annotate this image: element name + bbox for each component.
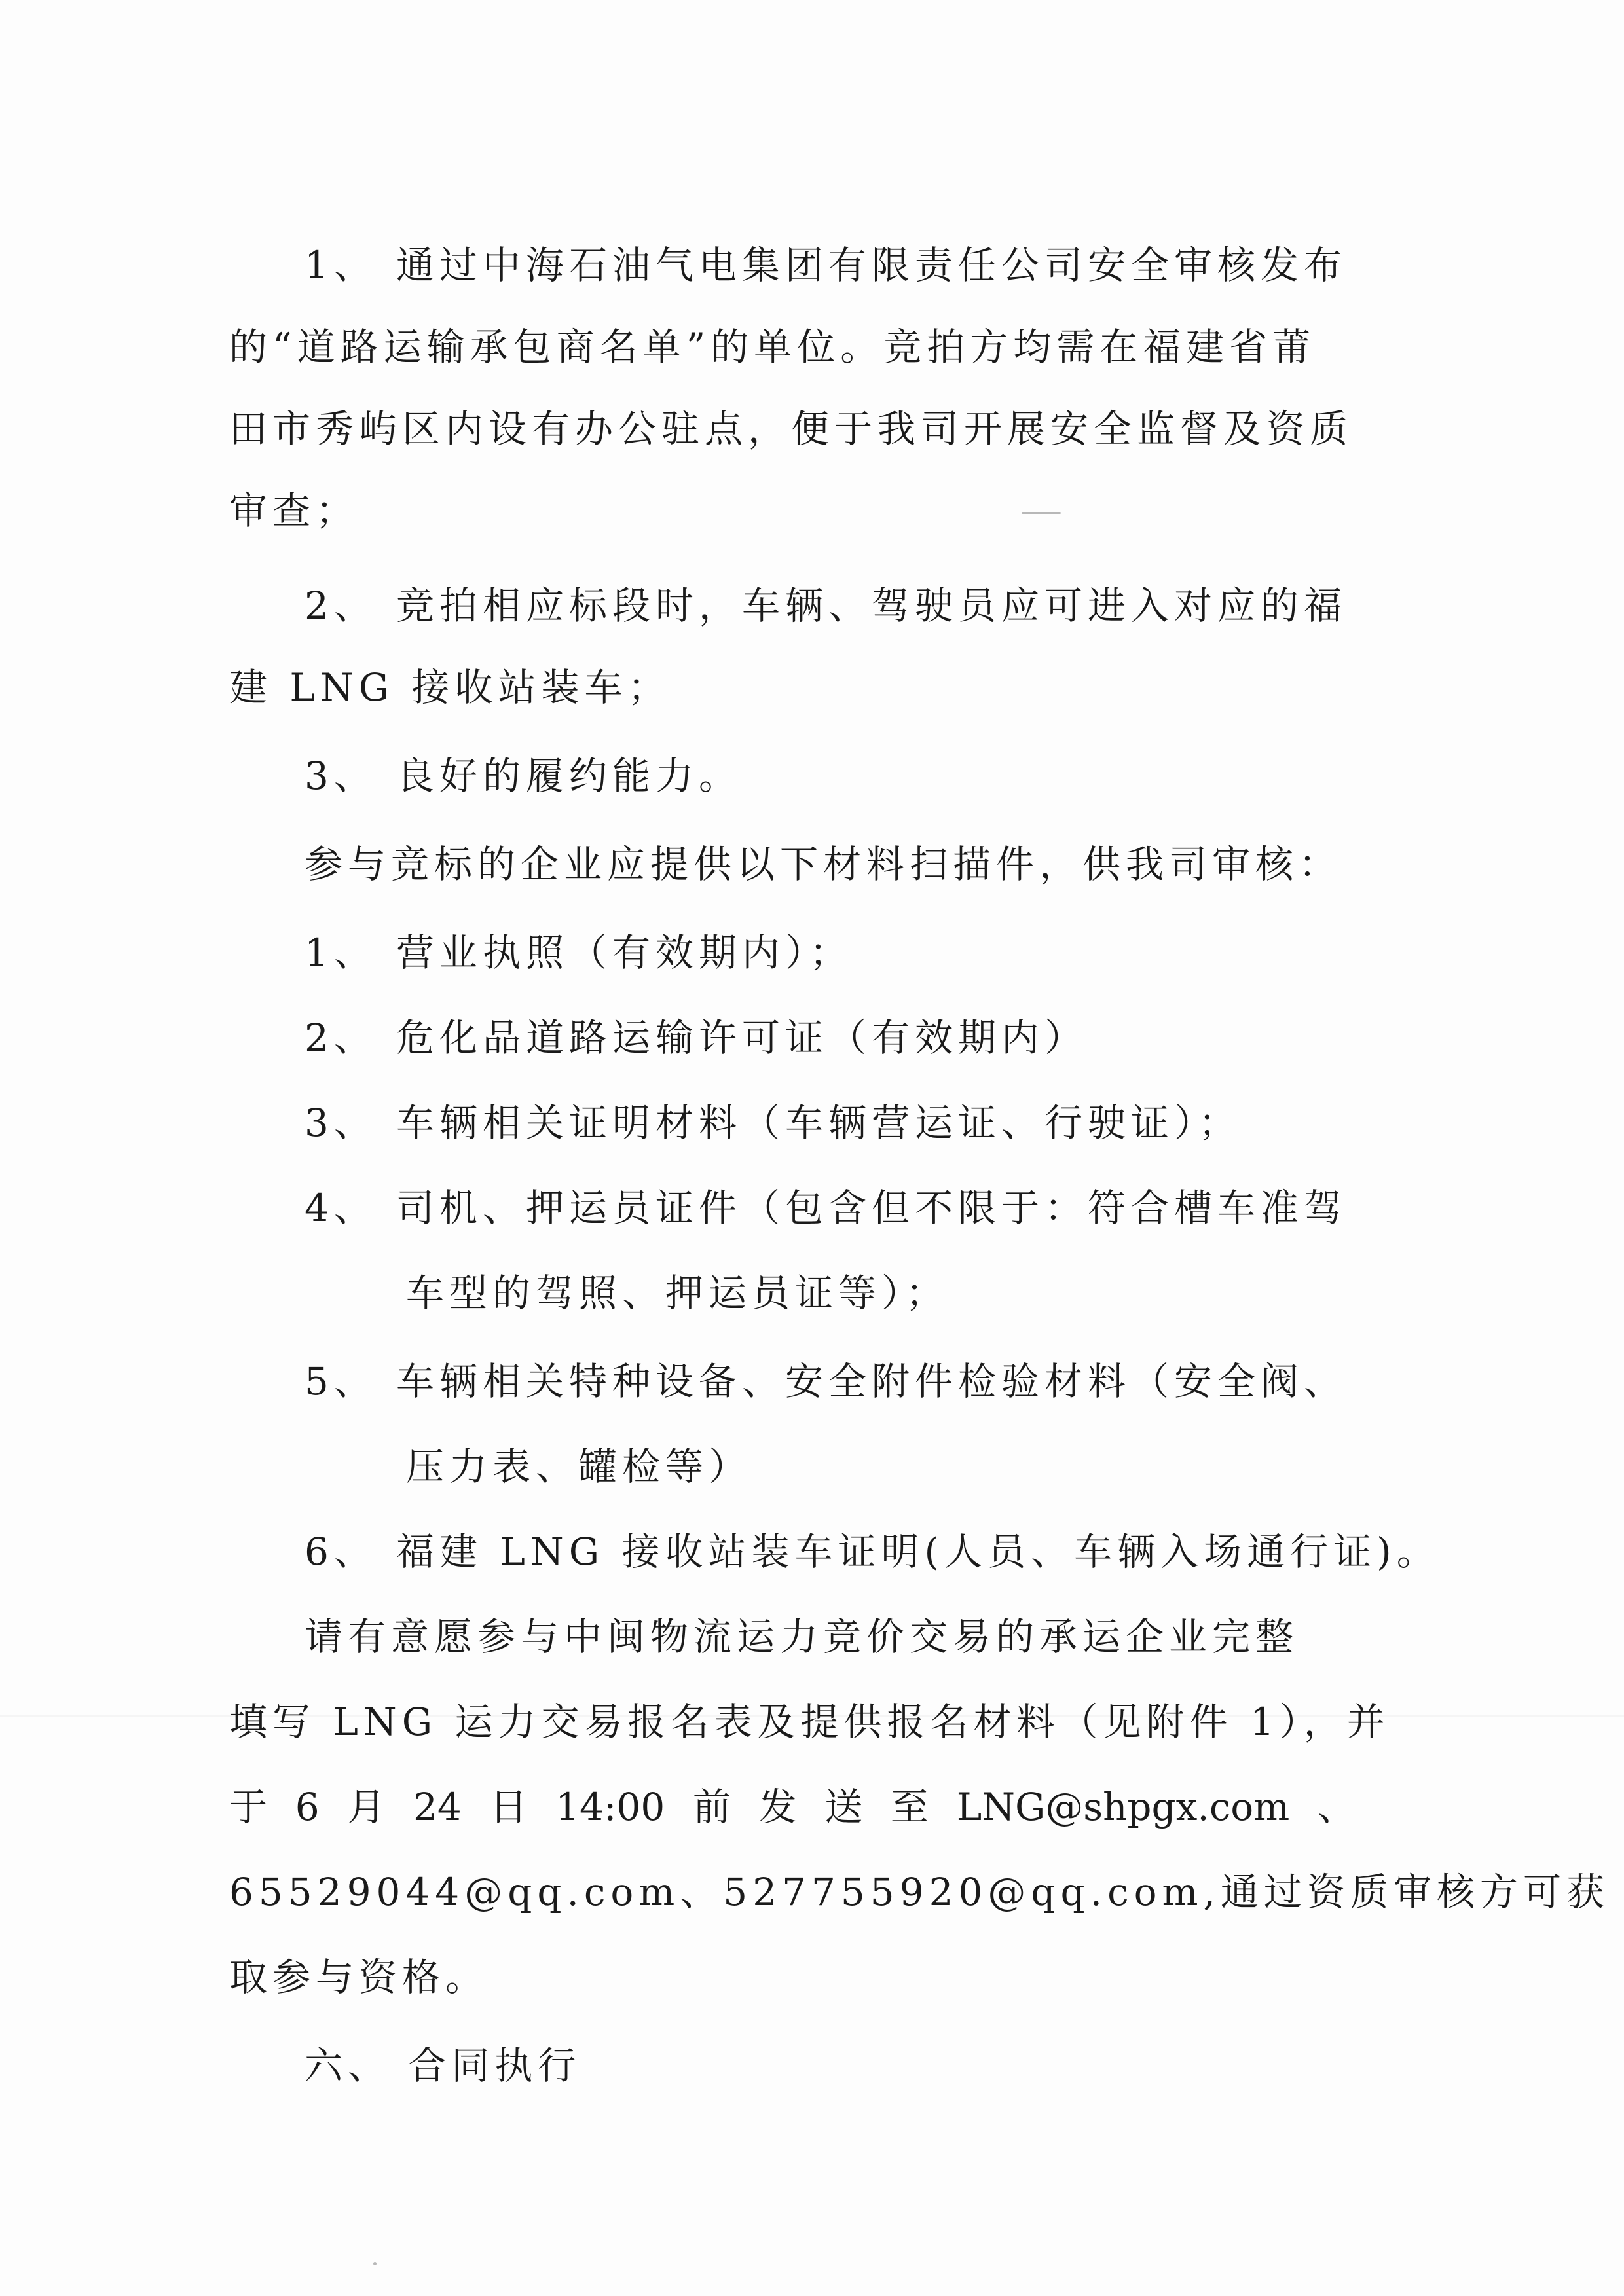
material-6: [304, 1522, 1440, 1581]
material-3: [304, 1093, 1242, 1152]
submission-token: 14:00: [555, 1785, 665, 1829]
material-2-number: 2、: [304, 1015, 377, 1060]
material-6-text: 福建 LNG 接收站装车证明(人员、车辆入场通行证)。: [396, 1529, 1440, 1574]
requirement-1-text: 通过中海石油气电集团有限责任公司安全审核发布: [396, 243, 1348, 287]
submission-token: 于: [229, 1785, 268, 1829]
material-4-text: 司机、押运员证件（包含但不限于：符合槽车准驾: [396, 1186, 1348, 1230]
requirement-3-text: 良好的履约能力。: [396, 754, 743, 798]
material-5-line-1: [304, 1352, 1347, 1411]
submission-line-5: 取参与资格。: [229, 1955, 489, 1999]
submission-token: 24: [413, 1785, 462, 1829]
submission-token: 日: [489, 1785, 528, 1829]
submission-token: 前: [692, 1785, 731, 1829]
material-4-line-2: 车型的驾照、押运员证等）；: [406, 1271, 950, 1315]
section-heading: 六、 合同执行: [304, 2043, 581, 2088]
requirement-1-line-2: 的“道路运输承包商名单”的单位。竞拍方均需在福建省莆: [229, 325, 1316, 369]
material-5-text: 车辆相关特种设备、安全附件检验材料（安全阀、: [396, 1359, 1348, 1404]
material-6-number: 6、: [304, 1529, 377, 1574]
requirement-3-line-1: [304, 746, 742, 805]
material-3-number: 3、: [304, 1101, 377, 1145]
requirement-2-line-2: 建 LNG 接收站装车；: [229, 665, 671, 710]
submission-email-link[interactable]: LNG@shpgx.com: [956, 1785, 1290, 1829]
submission-line-2: 填写 LNG 运力交易报名表及提供报名材料（见附件 1），并: [229, 1700, 1390, 1744]
submission-token: 、: [1317, 1785, 1356, 1829]
requirement-1-number: 1、: [304, 243, 377, 287]
material-1: [304, 923, 853, 982]
material-2: [304, 1008, 1088, 1067]
submission-line-3: [229, 1777, 1356, 1836]
material-1-number: 1、: [304, 930, 377, 975]
requirement-1-line-1: [304, 236, 1347, 295]
submission-line-1: 请有意愿参与中闽物流运力竞价交易的承运企业完整: [304, 1614, 1299, 1659]
materials-intro: 参与竞标的企业应提供以下材料扫描件，供我司审核：: [304, 842, 1342, 886]
requirement-1-line-3: 田市秀屿区内设有办公驻点，便于我司开展安全监督及资质: [229, 407, 1354, 451]
requirement-2-line-1: [304, 576, 1347, 635]
material-4-line-1: [304, 1178, 1347, 1237]
material-4-number: 4、: [304, 1186, 377, 1230]
submission-token: 月: [347, 1785, 386, 1829]
requirement-3-number: 3、: [304, 754, 377, 798]
material-2-text: 危化品道路运输许可证（有效期内）: [396, 1015, 1088, 1060]
material-5-number: 5、: [304, 1359, 377, 1404]
submission-token: 至: [891, 1785, 929, 1829]
requirement-2-text: 竞拍相应标段时，车辆、驾驶员应可进入对应的福: [396, 583, 1348, 628]
submission-token: 送: [824, 1785, 863, 1829]
scan-speck: [373, 2262, 377, 2265]
material-5-line-2: 压力表、罐检等）: [406, 1444, 752, 1489]
submission-line-4: 65529044@qq.com、527755920@qq.com,通过资质审核方可获: [229, 1870, 1610, 1914]
submission-token: 6: [295, 1785, 320, 1829]
submission-token: 发: [758, 1785, 797, 1829]
requirement-2-number: 2、: [304, 583, 377, 628]
scan-speck: [1022, 512, 1061, 514]
material-3-text: 车辆相关证明材料（车辆营运证、行驶证）；: [396, 1101, 1242, 1145]
material-1-text: 营业执照（有效期内）；: [396, 930, 853, 975]
requirement-1-line-4: 审查；: [229, 488, 360, 533]
